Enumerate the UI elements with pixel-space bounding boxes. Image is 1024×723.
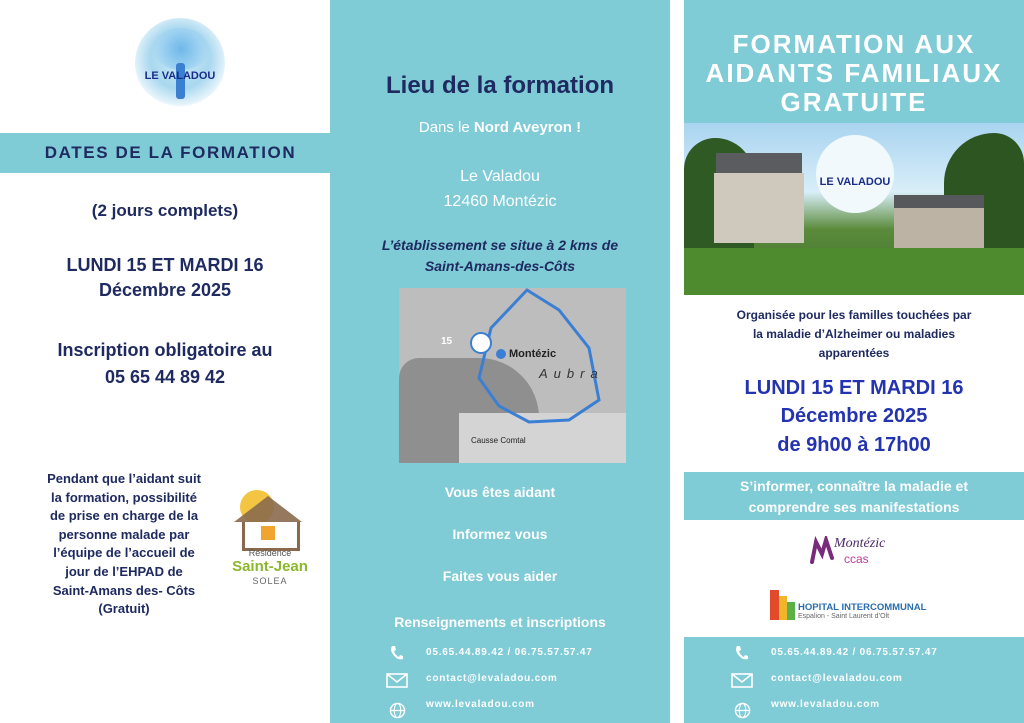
right-title-line-2: AIDANTS FAMILIAUX xyxy=(705,58,1003,88)
map-region-label: Aubra xyxy=(539,366,604,381)
dates-line-2: Décembre 2025 xyxy=(98,280,232,300)
right-phone-number: 05.65.44.89.42 / 06.75.57.57.47 xyxy=(771,647,938,658)
window-icon xyxy=(261,526,275,540)
info-line: S’informer, connaître la maladie et xyxy=(740,478,968,494)
mail-icon xyxy=(731,673,753,688)
phone-icon xyxy=(735,645,749,661)
tagline-1: Vous êtes aidant xyxy=(444,484,556,500)
valadou-logo xyxy=(135,18,225,108)
logo-text: LE VALADOU xyxy=(144,70,216,82)
care-text xyxy=(30,470,218,619)
right-hours: de 9h00 à 17h00 xyxy=(777,434,931,456)
venue-photo xyxy=(684,123,1024,295)
ccas-text: ccas xyxy=(844,552,869,566)
map-main-label: Montézic xyxy=(509,348,557,360)
right-title-line-3: GRATUITE xyxy=(780,87,928,117)
hospital-icon xyxy=(768,588,798,622)
right-dates-line-1: LUNDI 15 ET MARDI 16 xyxy=(744,377,964,399)
montezic-ccas-logo xyxy=(808,534,904,570)
care-line: la formation, possibilité xyxy=(51,489,197,505)
hospital-logo xyxy=(768,588,928,622)
dates-header-bar xyxy=(0,133,341,173)
residence-saint-jean-logo xyxy=(228,490,312,590)
info-header: Renseignements et inscriptions xyxy=(394,614,606,630)
info-line: comprendre ses manifestations xyxy=(748,499,960,515)
photo-building-roof xyxy=(894,195,984,209)
map-marker-number: 15 xyxy=(441,336,453,347)
right-website-link[interactable]: www.levaladou.com xyxy=(771,699,880,710)
inscription-phone: 05 65 44 89 42 xyxy=(104,367,226,387)
location-map xyxy=(399,288,626,463)
duration-text: (2 jours complets) xyxy=(91,201,239,220)
care-line: de prise en charge de la xyxy=(49,508,199,524)
house-roof-icon xyxy=(234,496,302,522)
phone-number: 05.65.44.89.42 / 06.75.57.57.47 xyxy=(426,647,593,658)
care-line: Saint-Amans des- Côts xyxy=(52,582,196,598)
email-link[interactable]: contact@levaladou.com xyxy=(426,673,558,684)
photo-lawn xyxy=(684,248,1024,295)
photo-building xyxy=(894,208,984,248)
location-title: Lieu de la formation xyxy=(385,72,615,99)
residence-label: Résidence xyxy=(248,548,292,558)
inscription-line: Inscription obligatoire au xyxy=(57,340,273,360)
tagline-2: Informez vous xyxy=(452,526,548,542)
residence-brand: SOLEA xyxy=(252,576,288,586)
panel-divider xyxy=(670,0,684,723)
hospital-name: HOPITAL INTERCOMMUNAL xyxy=(798,602,927,613)
region-prefix: Dans le xyxy=(418,119,474,136)
montezic-logo-text: Montézic xyxy=(834,536,886,551)
care-line: l’équipe de l’accueil de xyxy=(53,545,195,561)
care-line: personne malade par xyxy=(58,526,190,542)
residence-name: Saint-Jean xyxy=(232,558,308,575)
tagline-3: Faites vous aider xyxy=(442,568,558,584)
dates-header: DATES DE LA FORMATION xyxy=(44,143,297,162)
organised-line: la maladie d’Alzheimer ou maladies xyxy=(752,327,956,341)
organised-line: Organisée pour les familles touchées par xyxy=(736,308,972,322)
region-line xyxy=(330,119,670,136)
care-line: Pendant que l’aidant suit xyxy=(47,471,201,486)
care-line: jour de l’EHPAD de xyxy=(65,563,183,579)
care-line: (Gratuit) xyxy=(98,601,150,617)
venue-postal: 12460 Montézic xyxy=(443,193,557,210)
photo-castle xyxy=(714,173,804,243)
region-bold: Nord Aveyron ! xyxy=(473,119,582,136)
globe-icon xyxy=(734,702,751,719)
dates-line-1: LUNDI 15 ET MARDI 16 xyxy=(66,255,264,275)
right-dates-line-2: Décembre 2025 xyxy=(780,405,928,427)
organised-line: apparentées xyxy=(818,346,890,360)
right-title-line-1: FORMATION AUX xyxy=(732,29,976,59)
mail-icon xyxy=(386,673,408,688)
info-text xyxy=(684,476,1024,518)
venue-name: Le Valadou xyxy=(460,168,540,185)
hospital-sub: Espalion - Saint Laurent d’Olt xyxy=(798,613,890,620)
map-causse-label: Causse Comtal xyxy=(471,436,526,445)
distance-line-2: Saint-Amans-des-Côts xyxy=(424,258,576,274)
right-email-link[interactable]: contact@levaladou.com xyxy=(771,673,903,684)
phone-icon xyxy=(390,645,404,661)
distance-line-1: L’établissement se situe à 2 kms de xyxy=(381,237,619,253)
organised-text xyxy=(684,306,1024,363)
photo-badge-text: LE VALADOU xyxy=(819,176,891,188)
globe-icon xyxy=(389,702,406,719)
website-link[interactable]: www.levaladou.com xyxy=(426,699,535,710)
photo-logo-badge xyxy=(816,135,894,213)
